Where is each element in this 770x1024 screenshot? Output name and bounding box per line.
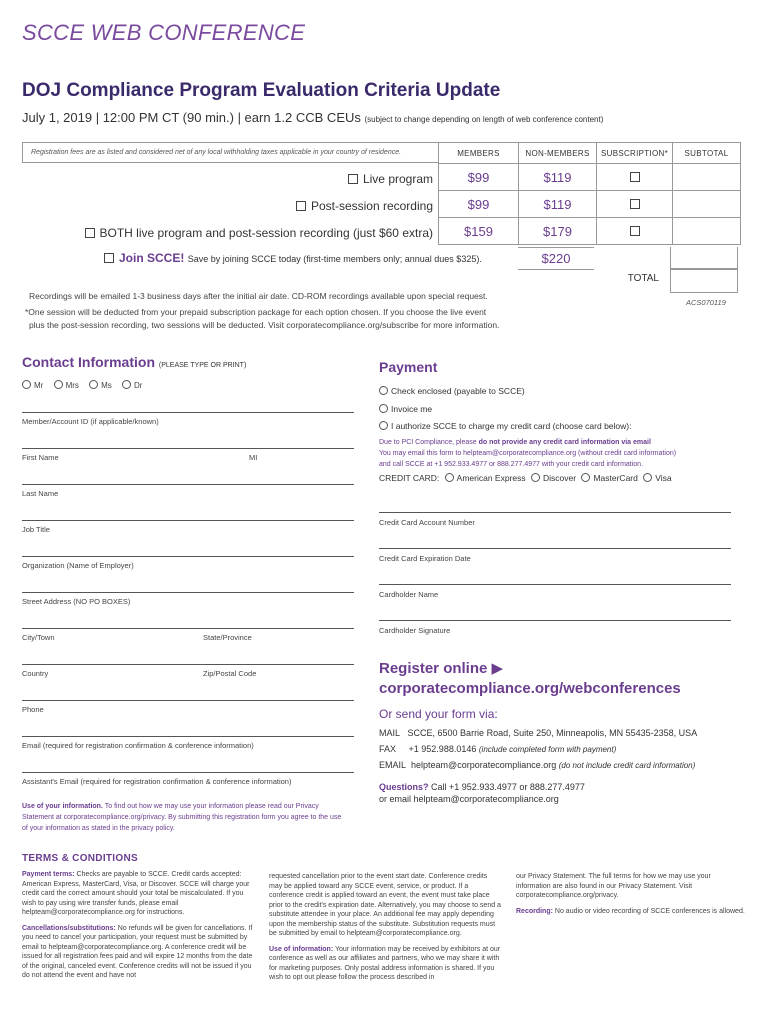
pci-notice: [379, 437, 676, 470]
terms-column-1: [22, 870, 254, 987]
salutation-group[interactable]: [22, 380, 150, 390]
radio-icon[interactable]: [379, 386, 388, 395]
assistant-email-label: Assistant's Email (required for registration confirmation & conference information): [22, 777, 292, 786]
terms-payment-label: Payment terms:: [22, 871, 75, 878]
option-post-session-recording[interactable]: [296, 199, 433, 213]
column-header-subscription: SUBSCRIPTION*: [597, 143, 673, 164]
join-checkbox[interactable]: [104, 253, 114, 263]
phone-input[interactable]: [22, 700, 354, 701]
card-visa[interactable]: [640, 473, 671, 483]
payment-option-check[interactable]: [379, 386, 525, 396]
card-expiration-label: Credit Card Expiration Date: [379, 554, 471, 563]
terms-heading: TERMS & CONDITIONS: [22, 853, 138, 864]
card-discover[interactable]: [528, 473, 576, 483]
register-online-link[interactable]: corporatecompliance.org/webconferences: [379, 680, 681, 697]
radio-icon[interactable]: [379, 421, 388, 430]
questions-email: or email helpteam@corporatecompliance.org: [379, 794, 559, 804]
state-label: State/Province: [203, 633, 252, 642]
country-input[interactable]: [22, 664, 354, 665]
fax-line: [379, 744, 616, 754]
terms-column-3: [516, 872, 746, 922]
mail-address: SCCE, 6500 Barrie Road, Suite 250, Minneapolis, MN 55435-2358, USA: [407, 728, 698, 738]
pricing-table: [438, 142, 741, 245]
radio-icon[interactable]: [122, 380, 131, 389]
pci-line-1: [379, 437, 676, 448]
job-title-label: Job Title: [22, 525, 50, 534]
terms-use-of-info: [269, 945, 501, 983]
terms-cancel-label: Cancellations/substitutions:: [22, 924, 116, 932]
card-expiration-input[interactable]: [379, 548, 731, 549]
salutation-label: Mrs: [65, 381, 79, 390]
pci-line-1-b: do not provide any credit card information via email: [478, 439, 651, 446]
event-date-time: July 1, 2019 | 12:00 PM CT (90 min.) | earn 1.2 CCB CEUs: [22, 110, 361, 125]
subscription-checkbox-cell[interactable]: [597, 164, 673, 191]
price-member: $159: [439, 218, 519, 245]
phone-label: Phone: [22, 705, 44, 714]
card-number-input[interactable]: [379, 512, 731, 513]
registration-fee-note: Registration fees are as listed and considered net of any local withholding taxes applicable in your country of residence.: [22, 142, 439, 163]
conference-title: SCCE WEB CONFERENCE: [22, 20, 306, 45]
assistant-email-input[interactable]: [22, 772, 354, 773]
price-non-member: $119: [519, 164, 597, 191]
register-online[interactable]: [379, 659, 681, 699]
city-input[interactable]: [22, 628, 354, 629]
event-details: [22, 110, 603, 125]
mi-label: MI: [249, 453, 258, 462]
join-price: $220: [518, 247, 594, 270]
price-member: $99: [439, 191, 519, 218]
subscription-note-2: plus the post-session recording, two sessions will be deducted. Visit corporatecompliance.org/subscribe for more information.: [29, 320, 500, 330]
terms-cancel-continued: requested cancellation prior to the event start date. Conference credits may be applied toward any SCCE event, service, or product. If a conference credit is applied toward an event, the event must take place prior to the credit's expiration date. Alternatively, you may choose to send a substitute attendee in your place. An additional fee may apply depending upon the membership status of the substitute. Substitution requests must be submitted by email to helpteam@corporatecompliance.org.: [269, 873, 501, 937]
first-name-label: First Name: [22, 453, 59, 462]
salutation-ms[interactable]: [89, 381, 112, 390]
questions-label: Questions?: [379, 782, 429, 792]
payment-option-credit-card[interactable]: [379, 421, 631, 431]
email-address[interactable]: helpteam@corporatecompliance.org: [411, 760, 557, 770]
terms-recording: [516, 907, 746, 917]
payment-option-label: Check enclosed (payable to SCCE): [391, 386, 525, 396]
questions-phone: Call +1 952.933.4977 or 888.277.4977: [431, 782, 585, 792]
price-non-member: $119: [519, 191, 597, 218]
questions-line: [379, 781, 585, 793]
city-label: City/Town: [22, 633, 55, 642]
job-title-input[interactable]: [22, 520, 354, 521]
radio-icon[interactable]: [22, 380, 31, 389]
salutation-label: Ms: [101, 381, 112, 390]
fax-number: +1 952.988.0146: [408, 744, 477, 754]
radio-icon[interactable]: [379, 404, 388, 413]
organization-label: Organization (Name of Employer): [22, 561, 134, 570]
radio-icon[interactable]: [531, 473, 540, 482]
radio-icon[interactable]: [581, 473, 590, 482]
salutation-label: Dr: [134, 381, 143, 390]
subtotal-cell[interactable]: [673, 191, 741, 218]
option-label: Post-session recording: [310, 199, 433, 213]
both-checkbox[interactable]: [85, 228, 95, 238]
questions-block: [379, 781, 585, 805]
subscription-checkbox[interactable]: [630, 199, 640, 209]
join-label: Join SCCE!: [119, 251, 185, 265]
terms-use-label: Use of information:: [269, 945, 334, 953]
salutation-mrs[interactable]: [54, 381, 79, 390]
join-scce-option[interactable]: [104, 251, 482, 265]
option-label: Live program: [362, 172, 433, 186]
email-input[interactable]: [22, 736, 354, 737]
email-label: EMAIL: [379, 760, 407, 770]
card-label: Discover: [543, 473, 577, 483]
mail-line: [379, 728, 697, 738]
live-program-checkbox[interactable]: [348, 174, 358, 184]
column-header-subtotal: SUBTOTAL: [673, 143, 741, 164]
cardholder-signature-input[interactable]: [379, 620, 731, 621]
cardholder-name-input[interactable]: [379, 584, 731, 585]
subtotal-cell[interactable]: [673, 218, 741, 245]
recording-checkbox[interactable]: [296, 201, 306, 211]
last-name-label: Last Name: [22, 489, 59, 498]
column-header-non-members: NON-MEMBERS: [519, 143, 597, 164]
radio-icon[interactable]: [445, 473, 454, 482]
email-label: Email (required for registration confirmation & conference information): [22, 741, 254, 750]
card-label: MasterCard: [593, 473, 638, 483]
contact-heading-text: Contact Information: [22, 354, 155, 370]
credit-card-type-group[interactable]: [379, 473, 672, 483]
use-of-information-note: [22, 801, 342, 834]
terms-recording-label: Recording:: [516, 907, 553, 915]
recordings-note: Recordings will be emailed 1-3 business days after the initial air date. CD-ROM recordings available upon special request.: [29, 291, 488, 301]
terms-payment-text: Checks are payable to SCCE. Credit cards accepted: American Express, MasterCard, Visa, or Discover. SCCE will charge your credit card the correct amount should your total be miscalculated. If you wish to pay using wire transfer funds, please email helpteam@corporatecompliance.org for instructions.: [22, 871, 250, 916]
organization-input[interactable]: [22, 556, 354, 557]
fax-note: (include completed form with payment): [478, 745, 617, 754]
contact-heading-note: (PLEASE TYPE OR PRINT): [158, 362, 247, 369]
radio-icon[interactable]: [89, 380, 98, 389]
first-name-input[interactable]: [22, 448, 354, 449]
option-label: BOTH live program and post-session recording (just $60 extra): [99, 226, 433, 240]
subtotal-cell[interactable]: [673, 164, 741, 191]
total-field[interactable]: [670, 269, 738, 293]
price-member: $99: [439, 164, 519, 191]
column-header-members: MEMBERS: [439, 143, 519, 164]
price-non-member: $179: [519, 218, 597, 245]
join-text: Save by joining SCCE today (first-time members only; annual dues $325).: [187, 254, 482, 264]
terms-use-text: Your information may be received by exhibitors at our conference as well as our affiliates and partners, who we may share it with for marketing purposes. Only postal address information is shared. If you wish to opt out please follow the process described in: [269, 945, 501, 981]
payment-option-label: Invoice me: [391, 404, 433, 414]
radio-icon[interactable]: [643, 473, 652, 482]
last-name-input[interactable]: [22, 484, 354, 485]
cardholder-signature-label: Cardholder Signature: [379, 626, 451, 635]
email-note: (do not include credit card information): [558, 761, 696, 770]
terms-cancellations: [22, 924, 254, 981]
subscription-checkbox[interactable]: [630, 172, 640, 182]
total-label: TOTAL: [627, 273, 659, 284]
use-info-text: To find out how we may use your information please read our Privacy Statement at corporatecompliance.org/privacy. By submitting this registration form you agree to the use of your information as stated in the privacy policy.: [22, 803, 342, 832]
country-label: Country: [22, 669, 49, 678]
terms-recording-text: No audio or video recording of SCCE conferences is allowed.: [554, 907, 745, 915]
terms-column-2: [269, 872, 501, 989]
card-label: Visa: [655, 473, 672, 483]
page-title: DOJ Compliance Program Evaluation Criteria Update: [22, 80, 501, 101]
form-code: ACS070119: [686, 298, 726, 307]
card-amex[interactable]: [442, 473, 526, 483]
email-line: [379, 760, 695, 770]
street-label: Street Address (NO PO BOXES): [22, 597, 131, 606]
zip-label: Zip/Postal Code: [203, 669, 257, 678]
use-info-label: Use of your information.: [22, 803, 103, 810]
member-id-input[interactable]: [22, 412, 354, 413]
radio-icon[interactable]: [54, 380, 63, 389]
street-input[interactable]: [22, 592, 354, 593]
salutation-mr[interactable]: [22, 381, 43, 390]
terms-payment: [22, 870, 254, 918]
mail-label: MAIL: [379, 728, 401, 738]
card-label: American Express: [456, 473, 526, 483]
pci-line-1-a: Due to PCI Compliance, please: [379, 439, 479, 446]
send-via-heading: Or send your form via:: [379, 707, 498, 721]
subscription-checkbox-cell[interactable]: [597, 191, 673, 218]
terms-cancel-text: No refunds will be given for cancellations. If you need to cancel your participation, your request must be submitted by email to helpteam@corporatecompliance.org. A conference credit will be issued for all registration fees paid and will expire 12 months from the date of the original, canceled event. Conference credits will not be issued if you do not attend the event and have not: [22, 924, 253, 979]
pci-line-2: You may email this form to helpteam@corporatecompliance.org (without credit card information): [379, 450, 677, 457]
payment-option-label: I authorize SCCE to charge my credit card (choose card below):: [391, 421, 632, 431]
payment-heading: Payment: [379, 359, 438, 375]
fax-label: FAX: [379, 744, 397, 754]
join-subtotal-cell[interactable]: [670, 247, 738, 269]
event-details-note: (subject to change depending on length of web conference content): [364, 115, 604, 124]
cardholder-name-label: Cardholder Name: [379, 590, 439, 599]
subscription-checkbox[interactable]: [630, 226, 640, 236]
card-number-label: Credit Card Account Number: [379, 518, 475, 527]
member-id-label: Member/Account ID (if applicable/known): [22, 417, 159, 426]
salutation-dr[interactable]: [122, 381, 142, 390]
card-mastercard[interactable]: [578, 473, 637, 483]
register-online-heading: Register online ▶: [379, 660, 504, 677]
option-live-program[interactable]: [348, 172, 433, 186]
salutation-label: Mr: [34, 381, 44, 390]
option-both[interactable]: [85, 226, 433, 240]
contact-heading: [22, 354, 246, 370]
subscription-checkbox-cell[interactable]: [597, 218, 673, 245]
terms-privacy-continued: our Privacy Statement. The full terms for how we may use your information are also found in our Privacy Statement. Visit corporatecompliance.org/privacy.: [516, 873, 711, 899]
payment-option-invoice[interactable]: [379, 404, 432, 414]
credit-card-label: CREDIT CARD:: [379, 473, 440, 483]
subscription-note-1: *One session will be deducted from your prepaid subscription package for each option chosen. If you choose the live event: [25, 307, 487, 317]
pci-line-3: and call SCCE at +1 952.933.4977 or 888.277.4977 with your credit card information.: [379, 461, 644, 468]
